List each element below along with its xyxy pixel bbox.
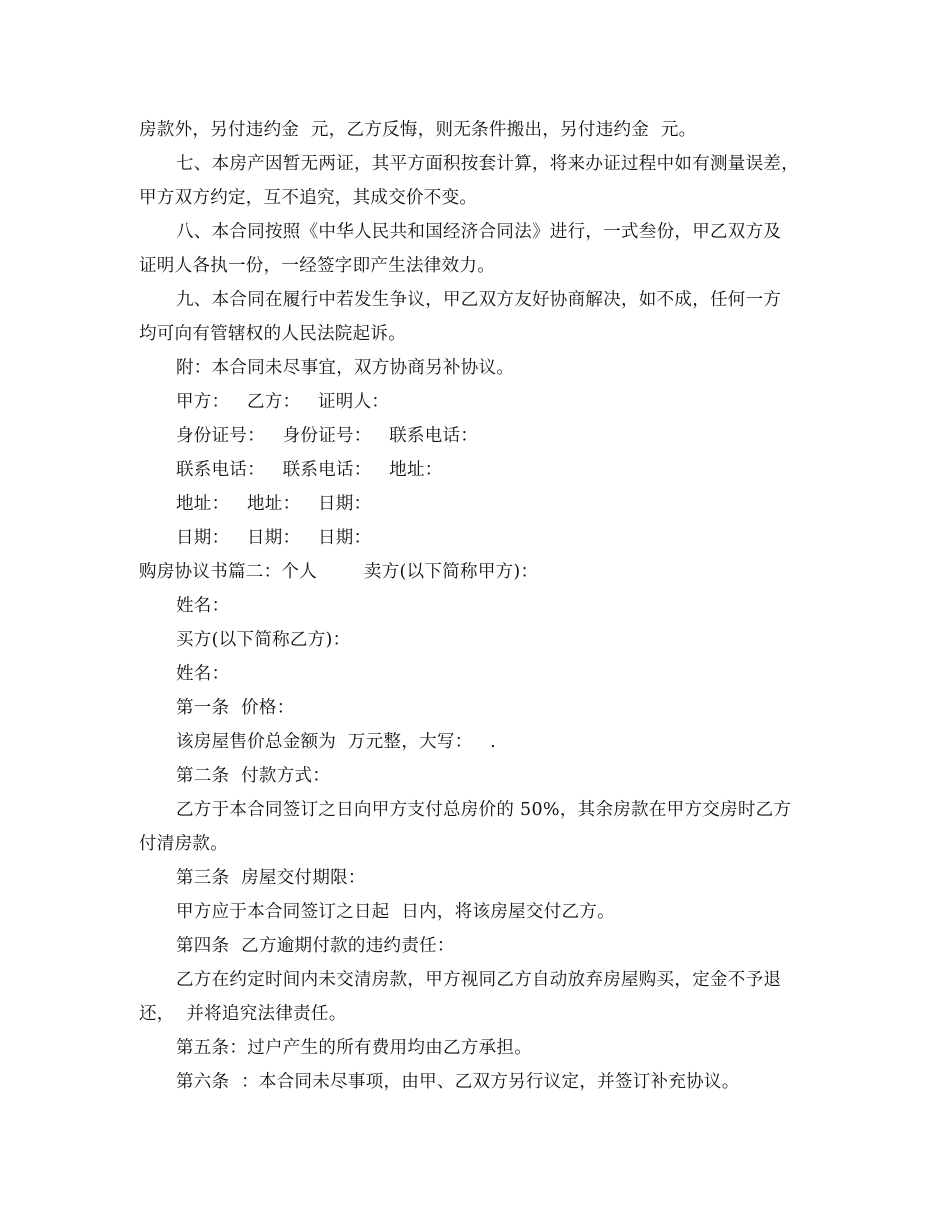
signature-line: 身份证号： 身份证号： 联系电话： [176, 426, 479, 446]
paragraph-line: 乙方于本合同签订之日向甲方支付总房价的 50%，其余房款在甲方交房时乙方 [176, 800, 792, 820]
paragraph-line: 均可向有管辖权的人民法院起诉。 [139, 324, 406, 344]
article-heading: 第三条 房屋交付期限： [176, 868, 366, 888]
paragraph-line: 附：本合同未尽事宜，双方协商另补协议。 [176, 358, 515, 378]
paragraph-line: 乙方在约定时间内未交清房款，甲方视同乙方自动放弃房屋购买，定金不予退 [176, 970, 782, 990]
paragraph-line: 该房屋售价总金额为 万元整，大写： . [176, 732, 496, 752]
paragraph-line: 姓名： [176, 596, 230, 616]
article-heading: 第六条 ：本合同未尽事项，由甲、乙双方另行议定，并签订补充协议。 [176, 1072, 740, 1092]
paragraph-line: 买方(以下简称乙方)： [176, 630, 351, 650]
signature-line: 联系电话： 联系电话： 地址： [176, 460, 443, 480]
paragraph-line: 房款外，另付违约金 元，乙方反悔，则无条件搬出，另付违约金 元。 [139, 120, 697, 140]
paragraph-line: 还， 并将追究法律责任。 [139, 1004, 347, 1024]
signature-line: 甲方： 乙方： 证明人： [176, 392, 390, 412]
signature-line: 地址： 地址： 日期： [176, 494, 372, 514]
paragraph-line: 甲方双方约定，互不追究，其成交价不变。 [139, 188, 478, 208]
article-heading: 第五条：过户产生的所有费用均由乙方承担。 [176, 1038, 532, 1058]
paragraph-line: 七、本房产因暂无两证，其平方面积按套计算，将来办证过程中如有测量误差， [176, 154, 799, 174]
paragraph-line: 姓名： [176, 664, 230, 684]
article-heading: 第一条 价格： [176, 698, 295, 718]
paragraph-line: 九、本合同在履行中若发生争议，甲乙双方友好协商解决，如不成，任何一方 [176, 290, 782, 310]
article-heading: 第二条 付款方式： [176, 766, 331, 786]
paragraph-line: 甲方应于本合同签订之日起 日内，将该房屋交付乙方。 [176, 902, 615, 922]
paragraph-line: 八、本合同按照《中华人民共和国经济合同法》进行，一式叁份，甲乙双方及 [176, 222, 782, 242]
signature-line: 日期： 日期： 日期： [176, 528, 372, 548]
article-heading: 第四条 乙方逾期付款的违约责任： [176, 936, 455, 956]
section-heading: 购房协议书篇二：个人 卖方(以下简称甲方)： [139, 562, 539, 582]
paragraph-line: 付清房款。 [139, 834, 228, 854]
paragraph-line: 证明人各执一份，一经签字即产生法律效力。 [139, 256, 495, 276]
